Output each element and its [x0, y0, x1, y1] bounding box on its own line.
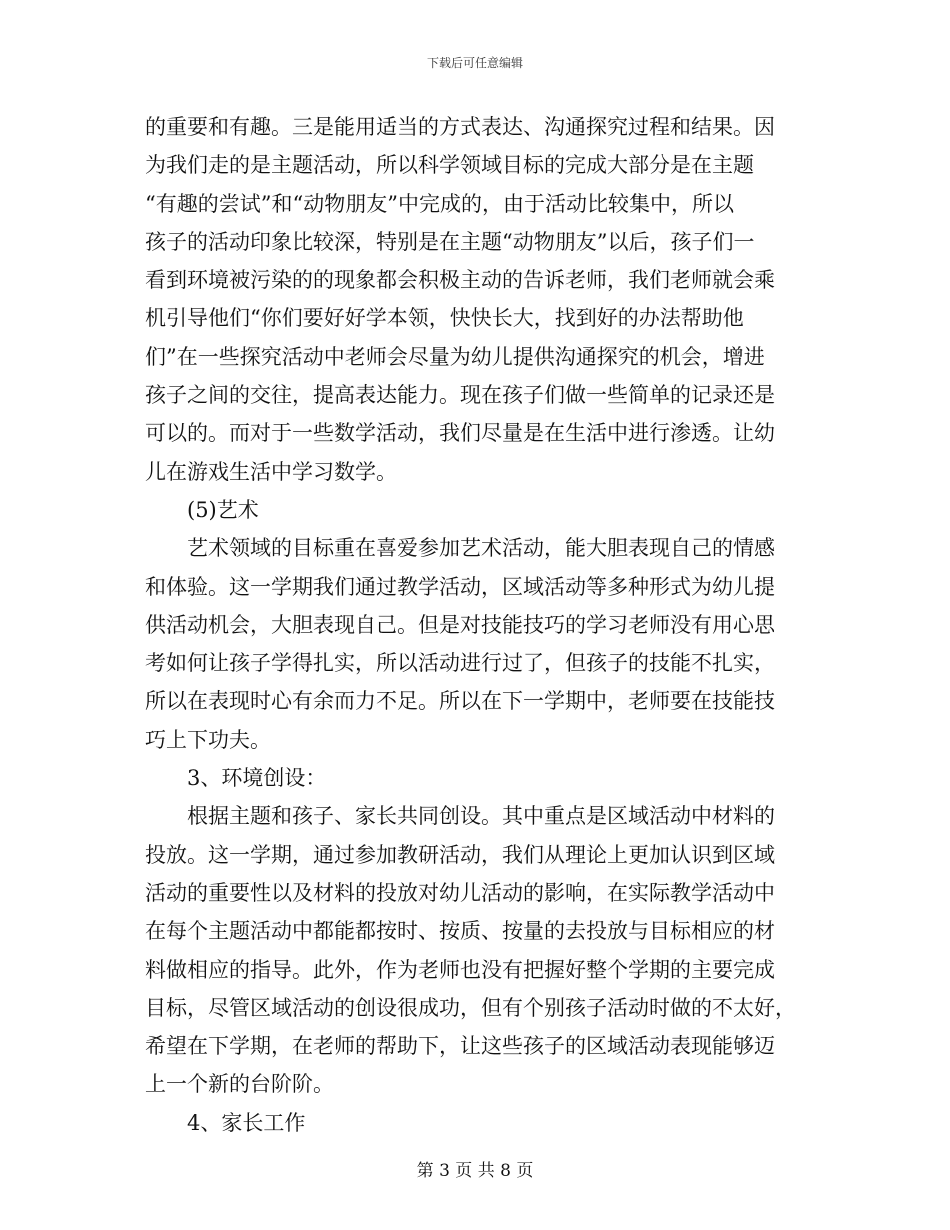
text-line: 投放。这一学期，通过参加教研活动，我们从理论上更加认识到区域: [145, 842, 775, 867]
text-line: 孩子之间的交往，提高表达能力。现在孩子们做一些简单的记录还是: [145, 383, 775, 408]
section-heading-environment: 3、环境创设：: [187, 766, 327, 791]
text-line: 和体验。这一学期我们通过教学活动，区域活动等多种形式为幼儿提: [145, 574, 775, 599]
text-line: 考如何让孩子学得扎实，所以活动进行过了，但孩子的技能不扎实，: [145, 651, 775, 676]
section-heading-parents: 4、家长工作: [187, 1110, 306, 1135]
text-line: 巧上下功夫。: [145, 727, 271, 752]
text-line: 机引导他们“你们要好好学本领，快快长大，找到好的办法帮助他: [145, 306, 744, 331]
section-heading-art: (5)艺术: [187, 497, 259, 522]
text-line: 根据主题和孩子、家长共同创设。其中重点是区域活动中材料的: [187, 804, 775, 829]
body-text: [145, 108, 825, 1142]
page-footer: 第 3 页 共 8 页: [416, 1161, 534, 1181]
page-header: 下载后可任意编辑: [426, 56, 523, 70]
text-line: 儿在游戏生活中学习数学。: [145, 459, 397, 484]
text-line: 活动的重要性以及材料的投放对幼儿活动的影响，在实际教学活动中: [145, 880, 775, 905]
text-line: 所以在表现时心有余而力不足。所以在下一学期中，老师要在技能技: [145, 689, 775, 714]
text-line: 的重要和有趣。三是能用适当的方式表达、沟通探究过程和结果。因: [145, 115, 775, 139]
text-line: 上一个新的台阶阶。: [145, 1072, 334, 1097]
text-line: 们”在一些探究活动中老师会尽量为幼儿提供沟通探究的机会，增进: [145, 344, 765, 369]
text-line: 为我们走的是主题活动，所以科学领域目标的完成大部分是在主题: [145, 153, 754, 178]
text-line: 目标，尽管区域活动的创设很成功，但有个别孩子活动时做的不太好，: [145, 995, 796, 1020]
text-line: 在每个主题活动中都能都按时、按质、按量的去投放与目标相应的材: [145, 919, 775, 944]
text-line: 希望在下学期，在老师的帮助下，让这些孩子的区域活动表现能够迈: [145, 1034, 775, 1059]
text-line: 供活动机会，大胆表现自己。但是对技能技巧的学习老师没有用心思: [145, 612, 775, 637]
text-line: 孩子的活动印象比较深，特别是在主题“动物朋友”以后，孩子们一: [145, 229, 755, 254]
text-line: 艺术领域的目标重在喜爱参加艺术活动，能大胆表现自己的情感: [187, 536, 775, 561]
text-line: “有趣的尝试”和“动物朋友”中完成的，由于活动比较集中，所以: [145, 191, 734, 216]
text-line: 看到环境被污染的的现象都会积极主动的告诉老师，我们老师就会乘: [145, 268, 775, 293]
text-line: 可以的。而对于一些数学活动，我们尽量是在生活中进行渗透。让幼: [145, 421, 775, 446]
text-line: 料做相应的指导。此外，作为老师也没有把握好整个学期的主要完成: [145, 957, 775, 982]
